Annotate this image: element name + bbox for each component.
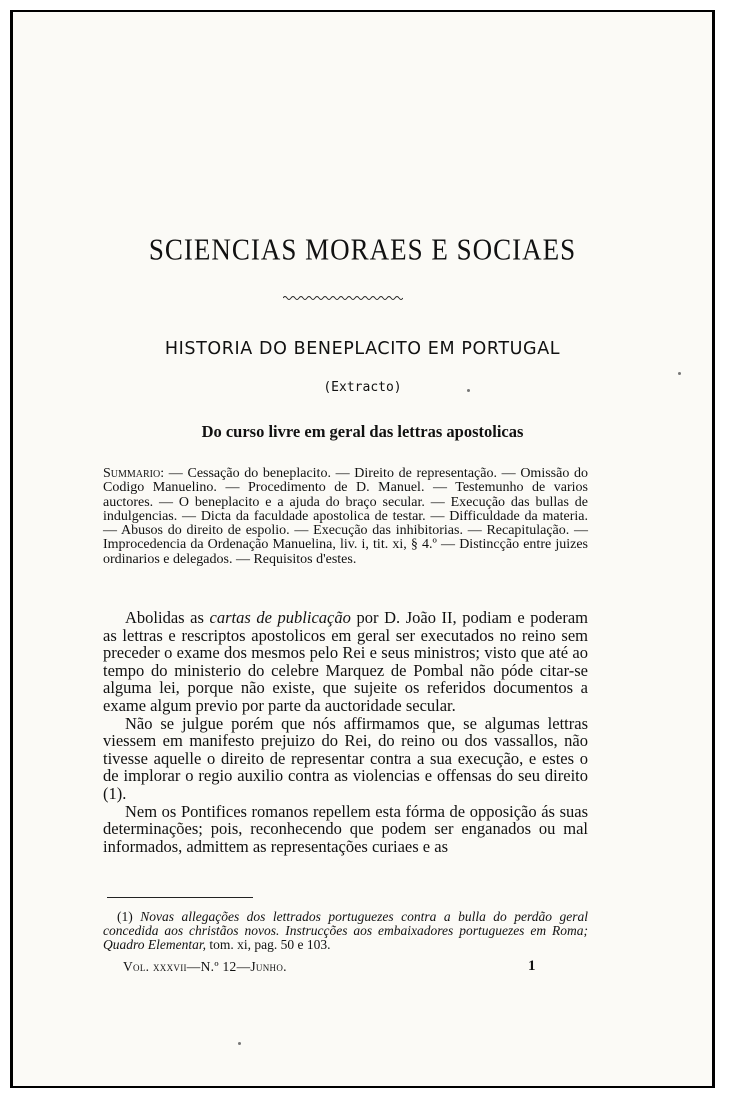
- footnote-rest: tom. xi, pag. 50 e 103.: [206, 937, 331, 952]
- chapter-heading: Do curso livre em geral das lettras apostolicas: [201, 422, 524, 441]
- page: [10, 10, 715, 1088]
- signature-number: 1: [528, 958, 536, 974]
- paper-speck: [467, 389, 470, 392]
- body-text: [103, 609, 588, 855]
- paragraph-2: Não se julgue porém que nós affirmamos que, se algumas lettras viessem em manifesto prejuizo do Rei, do reino ou dos vassallos, não tivesse aquelle o direito de representar contra a sua execução, e estes o de implorar o regio auxilio contra as violencias e offensas do seu direito (1).: [103, 713, 588, 803]
- paragraph-1-italic: cartas de publicação: [209, 608, 351, 627]
- summary-text: — Cessação do beneplacito. — Direito de representação. — Omissão do Codigo Manuelino. — Procedimento de D. Manuel. — Testemunho de varios auctores. — O beneplacito e a ajuda do braço secular. — Execução das bullas de indulgencias. — Dicta da faculdade apostolica de testar. — Difficuldade da materia. — Abusos do direito de espolio. — Execução das inhibitorias. — Recapitulação. — Improcedencia da Ordenação Manuelina, liv. i, tit. xi, § 4.º — Distincção entre juizes ordinarios e delegados. — Requisitos d'estes.: [103, 466, 588, 567]
- paragraph-1-start: Abolidas as: [125, 608, 210, 627]
- paragraph-1-rest: por D. João II, podiam e poderam as lettras e rescriptos apostolicos em geral ser executados no reino sem preceder o exame dos mesmos pelo Rei e seus ministros; visto que até ao tempo do ministerio do celebre Marquez de Pombal não póde citar-se alguma lei, porque não existe, que sujeite os referidos documentos a exame algum previo por parte da auctoridade secular.: [103, 608, 589, 715]
- footnote-rule: [107, 897, 253, 898]
- summary-label: Summario:: [103, 466, 165, 481]
- footnote: [103, 910, 588, 952]
- paper-speck: [678, 372, 681, 375]
- subtitle: (Extracto): [323, 380, 402, 395]
- signature-line: Vol. xxxvii—N.º 12—Junho.: [123, 959, 287, 974]
- footnote-italic: Novas allegações dos lettrados portuguezes contra a bulla do perdão geral concedida aos christãos novos. Instrucções aos embaixadores portuguezes em Roma; Quadro Elementar,: [103, 909, 588, 952]
- article-title: HISTORIA DO BENEPLACITO EM PORTUGAL: [164, 339, 561, 359]
- paragraph-1: [103, 609, 588, 715]
- paragraph-3: Nem os Pontifices romanos repellem esta fórma de opposição ás suas determinações; pois, reconhecendo que podem ser enganados ou mal informados, admittem as representações curiaes e as: [103, 801, 588, 856]
- section-title: SCIENCIAS MORAES E SOCIAES: [148, 231, 577, 267]
- footnote-marker: (1): [117, 909, 141, 924]
- paper-speck: [238, 1042, 241, 1045]
- summary: [103, 467, 588, 567]
- ornamental-divider: [283, 294, 403, 302]
